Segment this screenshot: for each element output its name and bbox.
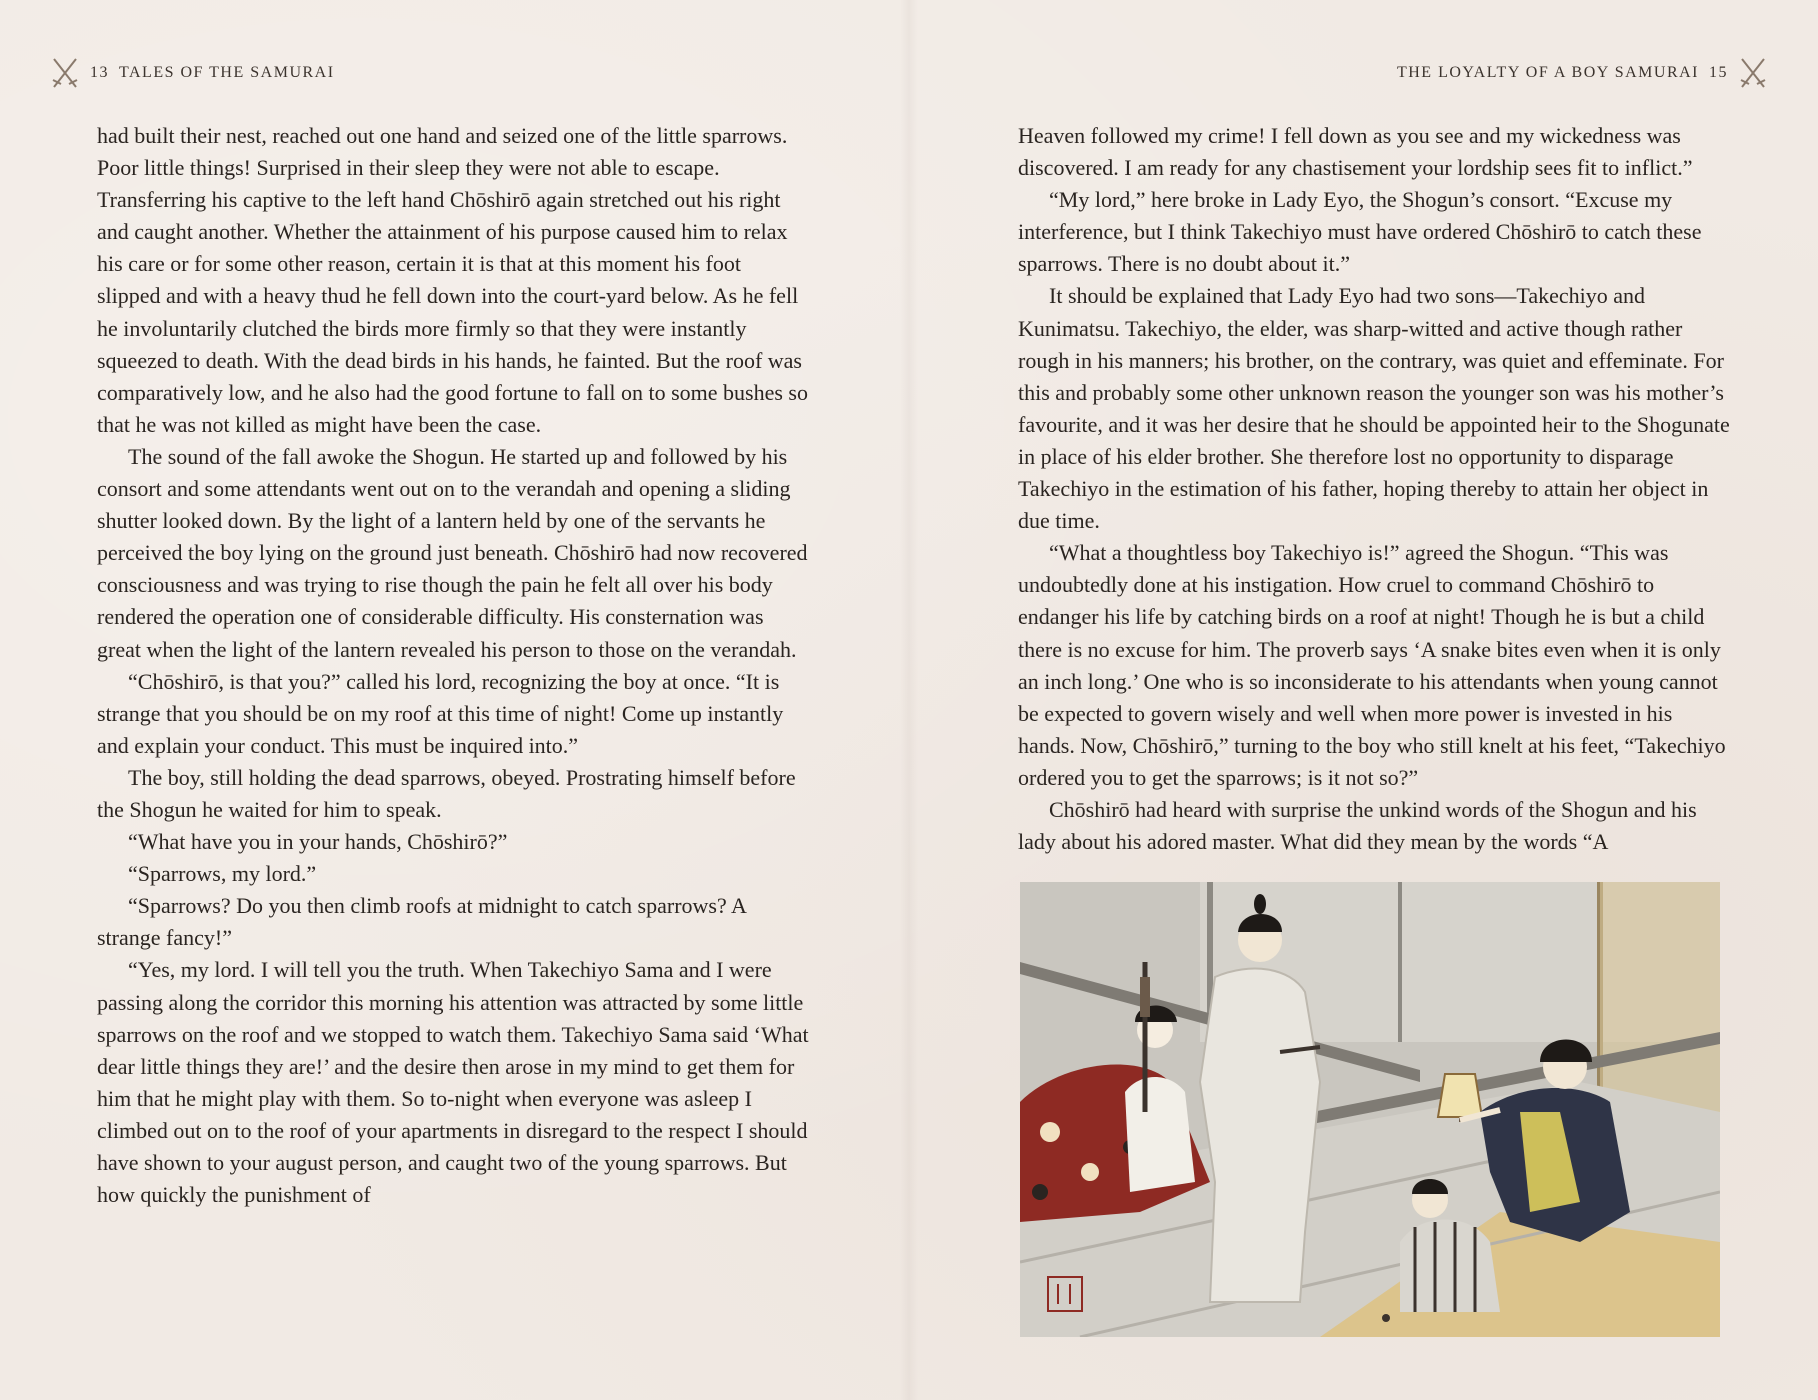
left-paragraph: “Sparrows, my lord.” (128, 861, 317, 887)
right-page-number: 15 (1709, 64, 1728, 81)
left-paragraph: “Chōshirō, is that you?” called his lord, recognizing the boy at once. “It is strange that you should be on my roof at this time of night! Come up instantly and explain your conduct. This must be inquired into.” (97, 668, 784, 758)
left-running-head (50, 56, 335, 90)
right-running-title: THE LOYALTY OF A BOY SAMURAI (1396, 64, 1699, 81)
left-paragraph: had built their nest, reached out one hand and seized one of the little sparrows. Poor little things! Surprised in their sleep they were not able to escape. Transferring his captive to the left hand Chōshirō again stretched out his right and caught another. Whether the attainment of his purpose caused him to relax his care or for some other reason, certain it is that at this moment his foot slipped and with a heavy thud he fell down into the court-yard below. As he fell he involuntarily clutched the birds more firmly so that they were instantly squeezed to death. With the dead birds in his hands, he fainted. But the roof was comparatively low, and he also had the good fortune to fall on to some bushes so that he was not killed as might have been the case. (97, 123, 808, 437)
right-running-head (1397, 56, 1768, 90)
gutter (900, 0, 918, 1400)
illustration (1020, 882, 1720, 1337)
left-running-title: TALES OF THE SAMURAI (119, 64, 335, 81)
illustration-scene (1020, 882, 1720, 1337)
right-paragraph: “My lord,” here broke in Lady Eyo, the Shogun’s consort. “Excuse my interference, but I think Takechiyo must have ordered Chōshirō to catch these sparrows. There is no doubt about it.” (1018, 187, 1702, 277)
right-paragraph: Chōshirō had heard with surprise the unkind words of the Shogun and his lady about his adored master. What did they mean by the words “A (1018, 796, 1697, 855)
right-paragraph: Heaven followed my crime! I fell down as you see and my wickedness was discovered. I am ready for any chastisement your lordship sees fit to inflict.” (1018, 123, 1693, 181)
left-page-number: 13 (90, 64, 109, 81)
left-paragraph: The boy, still holding the dead sparrows, obeyed. Prostrating himself before the Shogun he waited for him to speak. (97, 764, 796, 822)
left-paragraph: “Sparrows? Do you then climb roofs at midnight to catch sparrows? A strange fancy!” (97, 893, 746, 951)
left-paragraph: The sound of the fall awoke the Shogun. He started up and followed by his consort and some attendants went out on to the verandah and opening a sliding shutter looked down. By the light of a lantern held by one of the servants he perceived the boy lying on the ground just beneath. Chōshirō had now recovered consciousness and was trying to rise though the pain he felt all over his body rendered the operation one of considerable difficulty. His consternation was great when the light of the lantern revealed his person to those on the verandah. (97, 443, 808, 662)
left-page-body (97, 120, 809, 1211)
right-paragraph: It should be explained that Lady Eyo had two sons—Takechiyo and Kunimatsu. Takechiyo, the elder, was sharp-witted and active though rather rough in his manners; his brother, on the contrary, was quiet and effeminate. For this and probably some other unknown reason the younger son was his mother’s favourite, and it was her desire that he should be appointed heir to the Shogunate in place of his elder brother. She therefore lost no opportunity to disparage Takechiyo in the estimation of his father, hoping thereby to attain her object in due time. (1018, 283, 1730, 534)
right-page-body (1018, 120, 1730, 858)
left-paragraph: “What have you in your hands, Chōshirō?” (128, 829, 508, 855)
crossed-swords-icon (1738, 56, 1768, 90)
left-paragraph: “Yes, my lord. I will tell you the truth. When Takechiyo Sama and I were passing along the corridor this morning his attention was attracted by some little sparrows on the roof and we stopped to watch them. Takechiyo Sama said ‘What dear little things they are!’ and the desire then arose in my mind to get them for him that he might play with them. So to-night when everyone was asleep I climbed out on to the roof of your apartments in disregard to the respect I should have shown to your august person, and caught two of the young sparrows. But how quickly the punishment of (97, 957, 809, 1208)
right-paragraph: “What a thoughtless boy Takechiyo is!” agreed the Shogun. “This was undoubtedly done at his instigation. How cruel to command Chōshirō to endanger his life by catching birds on a roof at night! Though he is but a child there is no excuse for him. The proverb says ‘A snake bites even when it is only an inch long.’ One who is so inconsiderate to his attendants when young cannot be expected to govern wisely and well when more power is invested in his hands. Now, Chōshirō,” turning to the boy who still knelt at his feet, “Takechiyo ordered you to get the sparrows; is it not so?” (1018, 540, 1726, 790)
crossed-swords-icon (50, 56, 80, 90)
